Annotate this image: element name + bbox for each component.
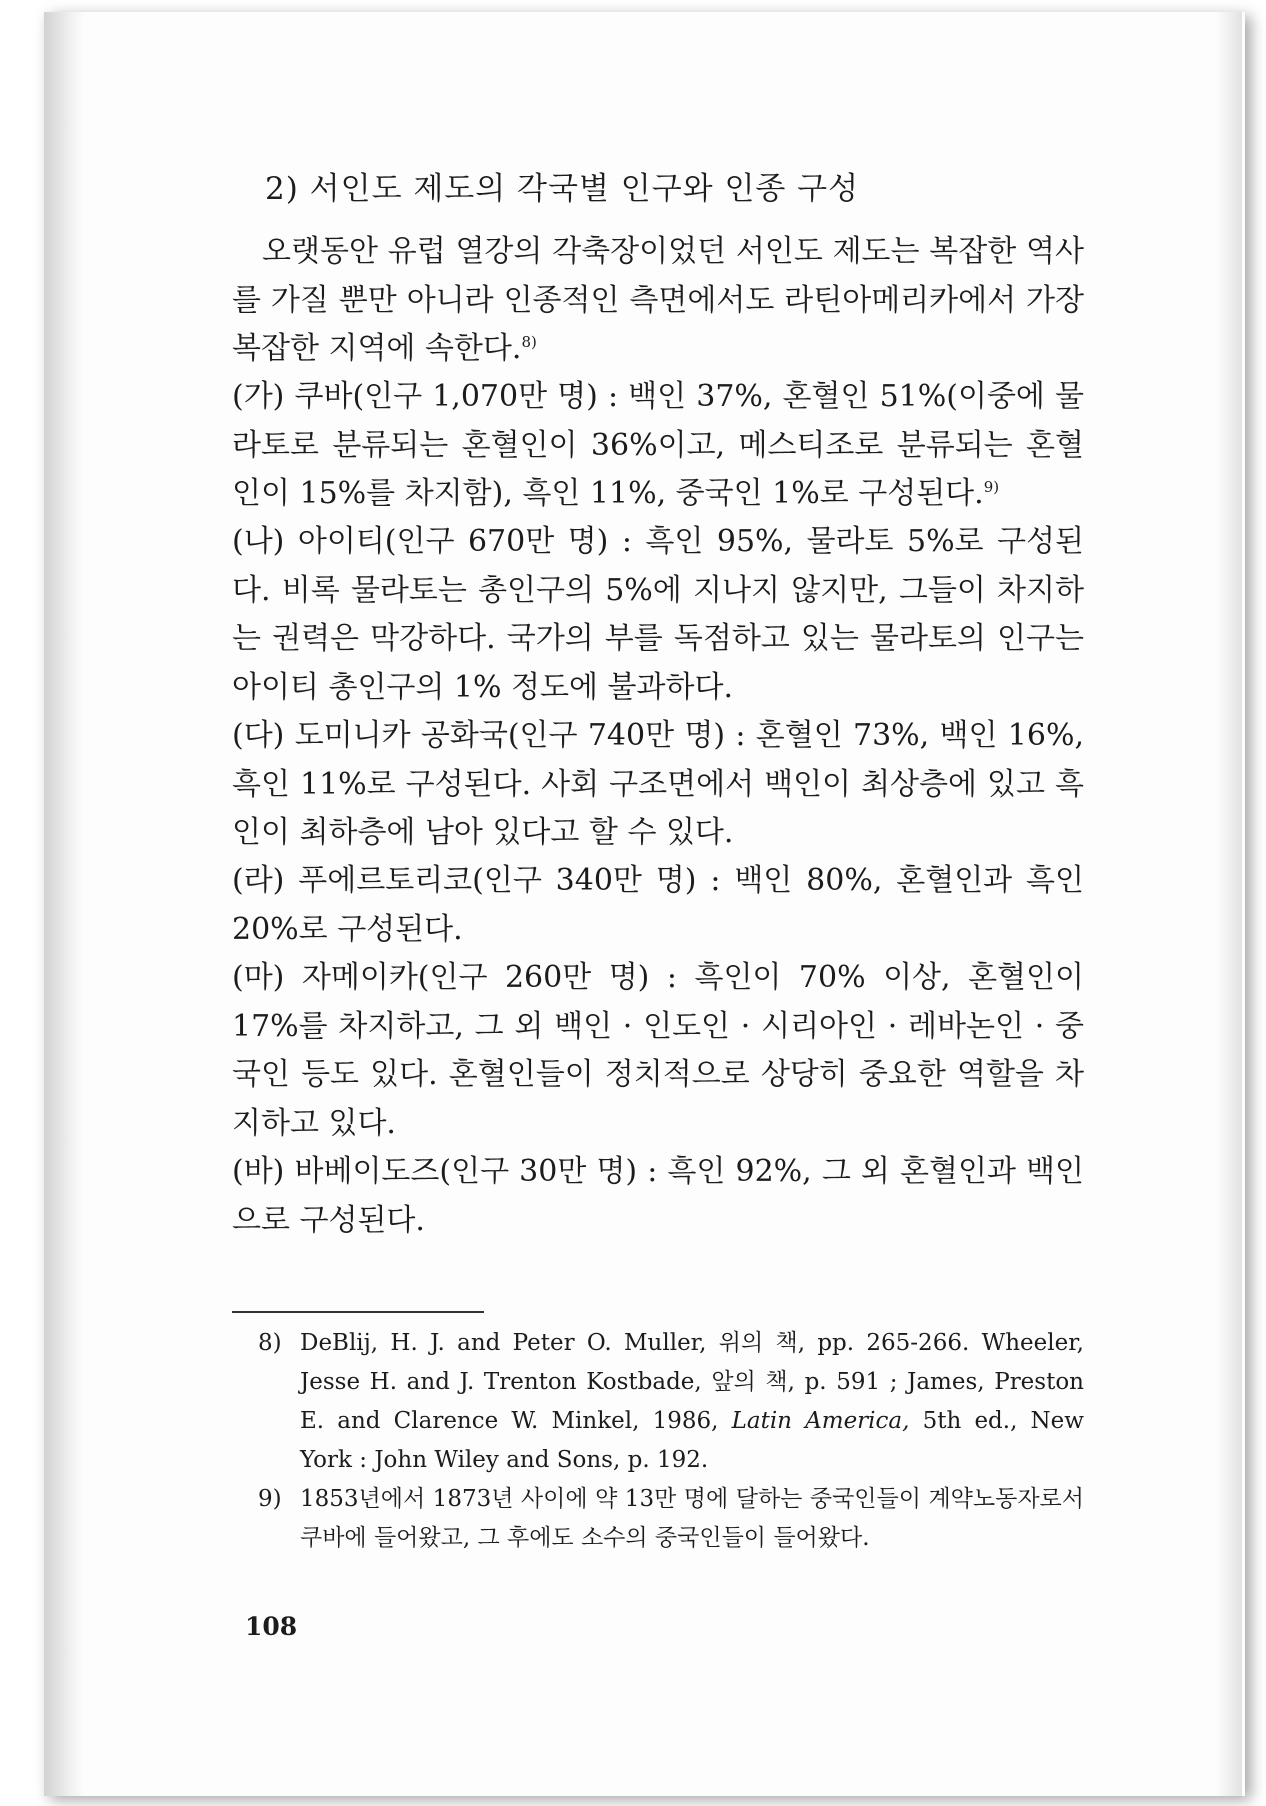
- footnote-8-text: DeBlij, H. J. and Peter O. Muller, 위의 책, pp. 265-266. Wheeler, Jesse H. and J. Trenton Kostbade, 앞의 책, p. 591 ; James, Preston E. and Clarence W. Minkel, 1986,: [300, 1330, 1084, 1434]
- item-jamaica: [232, 954, 1084, 1148]
- footnote-ref-9: 9): [983, 478, 1000, 496]
- footnote-8: [258, 1324, 1084, 1480]
- footnote-divider: [232, 1311, 484, 1313]
- item-barbados: [232, 1148, 1084, 1245]
- footnote-9-number: 9): [258, 1486, 282, 1512]
- item-haiti-text: (나) 아이티(인구 670만 명) : 흑인 95%, 물라토 5%로 구성된다. 비록 물라토는 총인구의 5%에 지나지 않지만, 그들이 차지하는 권력은 막강하다. 국가의 부를 독점하고 있는 물라토의 인구는 아이티 총인구의 1% 정도에 불과하다.: [232, 524, 1084, 705]
- intro-text: 오랫동안 유럽 열강의 각축장이었던 서인도 제도는 복잡한 역사를 가질 뿐만 아니라 인종적인 측면에서도 라틴아메리카에서 가장 복잡한 지역에 속한다.: [232, 234, 1084, 366]
- footnote-8-text-end: 5th ed., New York : John Wiley and Sons, p. 192.: [300, 1408, 1084, 1473]
- footnote-9: [258, 1480, 1084, 1558]
- item-dominican: [232, 712, 1084, 858]
- footnote-8-number: 8): [258, 1330, 282, 1356]
- item-dominican-text: (다) 도미니카 공화국(인구 740만 명) : 혼혈인 73%, 백인 16%, 흑인 11%로 구성된다. 사회 구조면에서 백인이 최상층에 있고 흑인이 최하층에 남아 있다고 할 수 있다.: [232, 718, 1084, 850]
- intro-paragraph: [232, 228, 1084, 374]
- footnote-8-book-title: Latin America,: [731, 1408, 910, 1434]
- section-heading: 2) 서인도 제도의 각국별 인구와 인종 구성: [265, 171, 860, 207]
- footnote-ref-8: 8): [521, 333, 537, 351]
- page-right-edge: [1216, 12, 1242, 1796]
- item-cuba-text: (가) 쿠바(인구 1,070만 명) : 백인 37%, 혼혈인 51%(이중에 물라토로 분류되는 혼혈인이 36%이고, 메스티조로 분류되는 혼혈인이 15%를 차지함), 흑인 11%, 중국인 1%로 구성된다.: [232, 379, 1084, 511]
- item-barbados-text: (바) 바베이도즈(인구 30만 명) : 흑인 92%, 그 외 혼혈인과 백인으로 구성된다.: [232, 1154, 1084, 1238]
- item-cuba: [232, 373, 1084, 519]
- item-haiti: [232, 518, 1084, 712]
- footnote-8-body: [258, 1324, 1084, 1480]
- page-spine-shadow: [44, 12, 84, 1796]
- footnote-9-body: 1853년에서 1873년 사이에 약 13만 명에 달하는 중국인들이 계약노동자로서 쿠바에 들어왔고, 그 후에도 소수의 중국인들이 들어왔다.: [300, 1486, 1084, 1551]
- page-number: 108: [245, 1612, 298, 1641]
- item-jamaica-text: (마) 자메이카(인구 260만 명) : 흑인이 70% 이상, 혼혈인이 17%를 차지하고, 그 외 백인 · 인도인 · 시리아인 · 레바논인 · 중국인 등도 있다. 혼혈인들이 정치적으로 상당히 중요한 역할을 차지하고 있다.: [232, 960, 1084, 1141]
- item-puerto-rico: [232, 857, 1084, 954]
- item-puerto-rico-text: (라) 푸에르토리코(인구 340만 명) : 백인 80%, 혼혈인과 흑인 20%로 구성된다.: [232, 863, 1084, 947]
